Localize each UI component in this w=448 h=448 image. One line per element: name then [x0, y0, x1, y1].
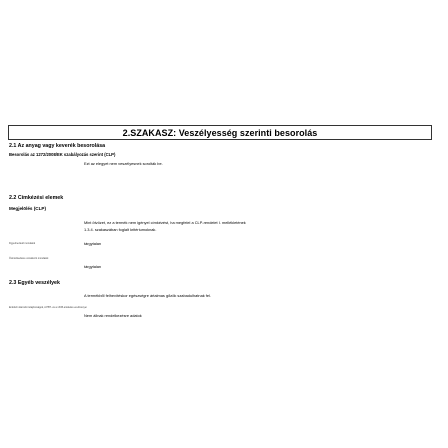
hazard-statements-label: Figyelmeztető mondatok	[9, 242, 36, 245]
hazard-statements-value: tárgytalan	[84, 241, 102, 246]
precautionary-statements-label: Óvintézkedésre vonatkozó mondatok	[9, 257, 49, 260]
subsection-2-2-heading: 2.2 Címkézési elemek	[9, 195, 64, 201]
precautionary-statements-value: tárgytalan	[84, 264, 102, 269]
clp-classification-text: Ezt az elegyet nem veszélyesnek sorolták be.	[84, 161, 163, 166]
clp-label-text-line2: 1.3.4. szakaszában foglalt kritériumoknak.	[84, 227, 157, 232]
pbt-assessment-value: Nem állnak rendelkezésre adatok	[84, 313, 142, 318]
other-hazards-text: A termékből felhevítéskor egészségre ártalmas gőzök szabadulhatnak fel.	[84, 293, 211, 298]
section-header	[8, 125, 432, 140]
pbt-assessment-label: Endokrin károsító tulajdonságok, A PBT- és a vPvB-értékelés eredményei	[9, 306, 87, 309]
clp-classification-label: Besorolás az 1272/2008/EK szabályozás szerint (CLP)	[9, 152, 116, 157]
clp-label-heading: Megjelölés (CLP)	[9, 206, 47, 211]
subsection-2-1-heading: 2.1 Az anyag vagy keverék besorolása	[9, 143, 106, 149]
section-title: 2.SZAKASZ: Veszélyesség szerinti besorolás	[122, 127, 318, 138]
subsection-2-3-heading: 2.3 Egyéb veszélyek	[9, 280, 60, 286]
clp-label-text-line1: Mint ötvözet, ez a termék nem igényel címkézést, ha megfelel a CLP-rendelet I. mellékletének	[84, 220, 246, 225]
